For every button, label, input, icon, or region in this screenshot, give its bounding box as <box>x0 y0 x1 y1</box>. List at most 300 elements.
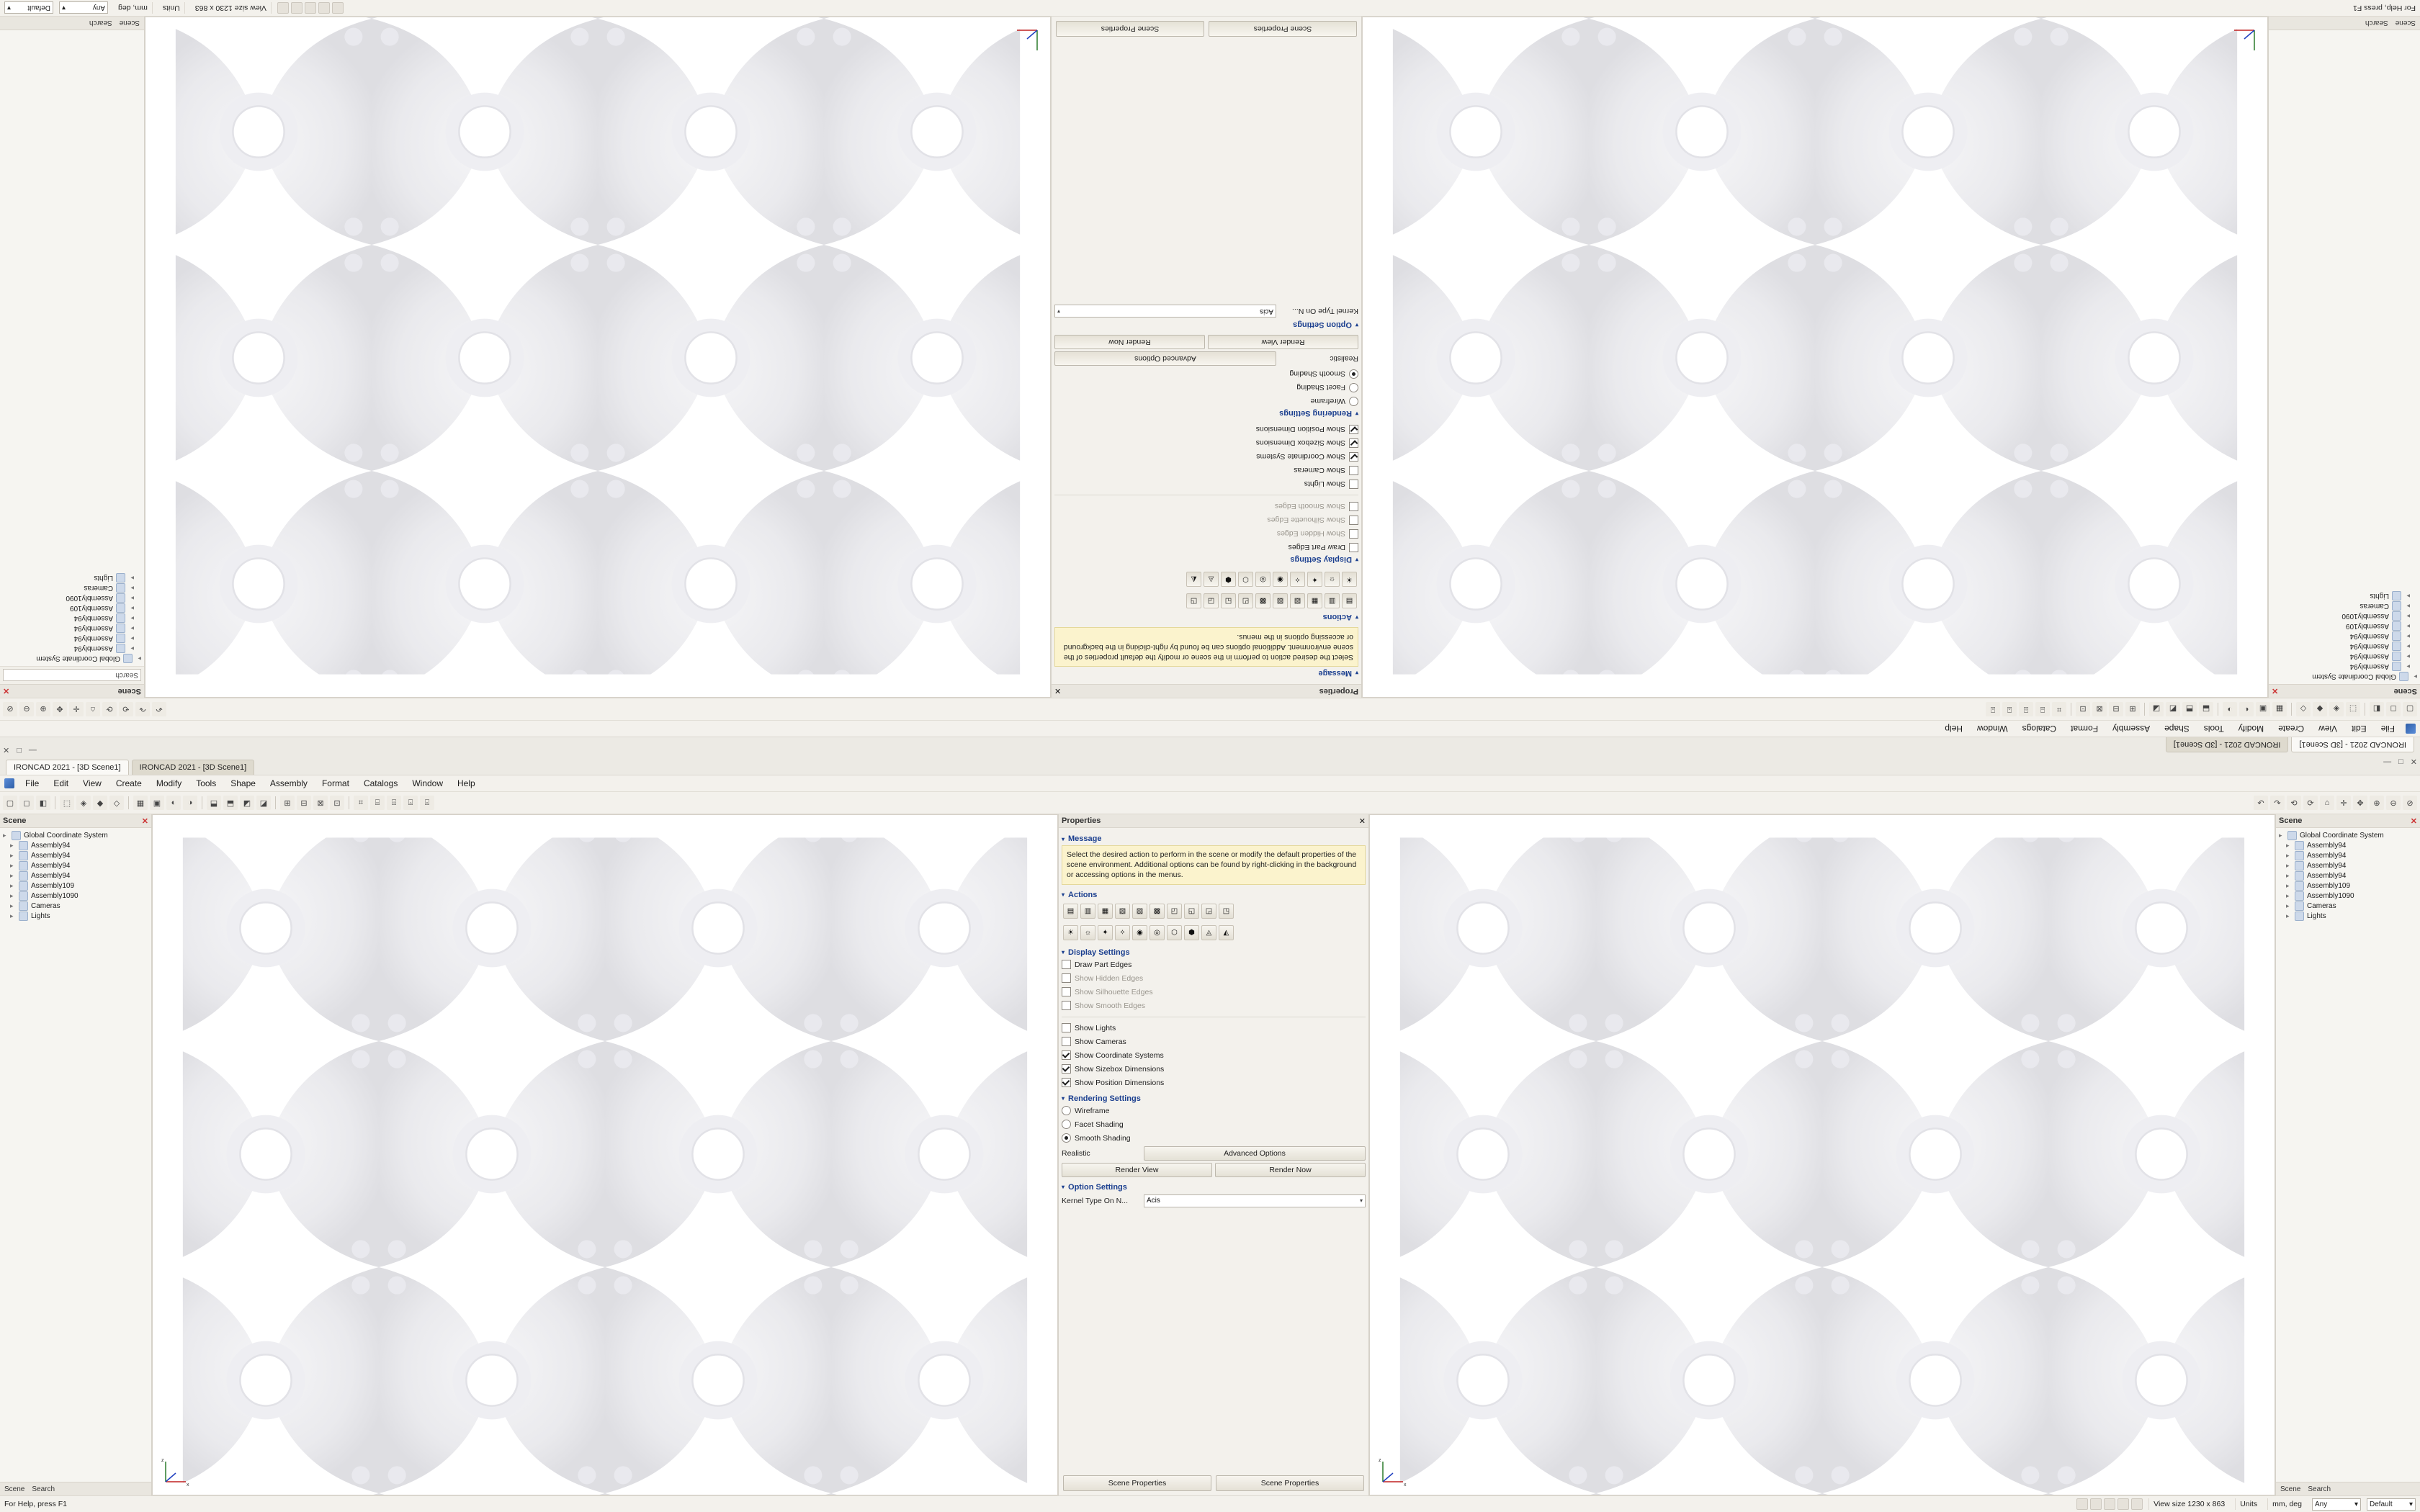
expander-icon[interactable]: ▸ <box>10 912 14 919</box>
search-tab-left[interactable]: Search <box>32 1485 55 1493</box>
document-tab-2[interactable]: IRONCAD 2021 - [3D Scene1] <box>132 760 255 775</box>
rotate-left-icon-mirror[interactable]: ⟲ <box>119 702 133 716</box>
radio-wireframe-m[interactable] <box>1054 395 1358 407</box>
render-view-button[interactable]: Render View <box>1062 1163 1212 1177</box>
zoom-in-icon-mirror[interactable]: ⊕ <box>36 702 50 716</box>
toolbar-icon-15[interactable]: ◪ <box>256 796 271 810</box>
chevron-down-icon[interactable]: ▾ <box>1062 1095 1065 1102</box>
scene-properties-button-1[interactable]: Scene Properties <box>1063 1475 1211 1491</box>
move-icon[interactable]: ✥ <box>2353 796 2367 810</box>
radio-icon[interactable] <box>1349 397 1358 406</box>
menu-item-view-mirror[interactable]: View <box>2318 724 2337 734</box>
expander-icon[interactable]: ▸ <box>2279 831 2282 839</box>
tree-node-assembly-5-m[interactable] <box>2272 621 2417 631</box>
toolbar-icon-13-mirror[interactable]: ⬒ <box>2182 702 2197 716</box>
menu-item-file-mirror[interactable]: File <box>2380 724 2395 734</box>
scene-browser-footer-right[interactable] <box>2276 1482 2420 1495</box>
checkbox-icon[interactable] <box>1349 452 1358 462</box>
toolbar-icon-17-mirror[interactable]: ⊟ <box>2109 702 2123 716</box>
kernel-type-select-mirror[interactable] <box>1054 305 1276 318</box>
maximize-icon-mirror[interactable]: □ <box>17 746 22 755</box>
render-view-button-mirror[interactable]: Render View <box>1208 335 1358 349</box>
toolbar-icon-24-mirror[interactable]: ⌻ <box>1986 702 2000 716</box>
tree-node-assembly-5[interactable] <box>3 881 148 891</box>
menu-item-format[interactable]: Format <box>321 778 349 788</box>
status-icon-group[interactable] <box>2076 1498 2143 1510</box>
expander-icon[interactable]: ▸ <box>138 655 141 663</box>
action-icon-5[interactable]: ▨ <box>1132 904 1147 919</box>
section-header-display-settings-mirror[interactable] <box>1054 555 1358 564</box>
scene-tab-left-mirror[interactable]: Scene <box>2395 19 2416 27</box>
expander-icon[interactable]: ▸ <box>2286 881 2290 889</box>
action-icon-6-m[interactable]: ▩ <box>1255 593 1270 608</box>
menu-item-assembly-mirror[interactable]: Assembly <box>2112 724 2151 734</box>
action-icon-19-m[interactable]: ◬ <box>1204 572 1219 587</box>
toolbar-icon-11-mirror[interactable]: ◑ <box>2223 702 2237 716</box>
checkbox-icon[interactable] <box>1349 543 1358 552</box>
chevron-down-icon[interactable]: ▾ <box>1062 891 1065 899</box>
close-icon[interactable]: ✕ <box>2410 758 2417 767</box>
tree-node-assembly-6-rm[interactable] <box>3 593 141 603</box>
window-controls[interactable] <box>2383 757 2417 767</box>
tree-node-lights-rm[interactable] <box>3 573 141 583</box>
radio-facet-shading[interactable] <box>1062 1119 1366 1130</box>
section-header-rendering-settings[interactable] <box>1062 1094 1366 1103</box>
status-snap-select-mirror[interactable] <box>59 2 108 14</box>
toolbar-icon-22-mirror[interactable]: ⌹ <box>2019 702 2033 716</box>
action-icon-4[interactable]: ▧ <box>1115 904 1130 919</box>
radio-icon[interactable] <box>1062 1120 1071 1129</box>
toolbar-icon-2-mirror[interactable]: ◻ <box>2386 702 2401 716</box>
toolbar-icon-5-mirror[interactable]: ◈ <box>2329 702 2344 716</box>
chevron-down-icon[interactable]: ▾ <box>1062 949 1065 956</box>
status-style-select[interactable] <box>2367 1498 2416 1511</box>
scene-browser-close-icon-left[interactable]: ✕ <box>141 816 148 826</box>
document-tab-strip[interactable] <box>0 756 2420 775</box>
menu-item-help[interactable]: Help <box>457 778 475 788</box>
toolbar-icon-20[interactable]: ⌗ <box>354 796 368 810</box>
section-header-message[interactable] <box>1062 834 1366 843</box>
properties-footer-buttons-mirror[interactable] <box>1054 19 1358 40</box>
expander-icon[interactable]: ▸ <box>130 635 134 643</box>
tree-node-cameras-rm[interactable] <box>3 583 141 593</box>
action-icon-16-m[interactable]: ◎ <box>1255 572 1270 587</box>
status-icon-4-m[interactable] <box>291 2 302 14</box>
zoom-in-icon[interactable]: ⊕ <box>2370 796 2384 810</box>
tree-node-assembly-4-rm[interactable] <box>3 613 141 624</box>
menu-item-file[interactable]: File <box>25 778 40 788</box>
checkbox-show-sizebox-dimensions[interactable] <box>1062 1063 1366 1075</box>
chevron-down-icon[interactable]: ▾ <box>1062 835 1065 842</box>
undo-icon[interactable]: ↶ <box>2254 796 2268 810</box>
expander-icon[interactable]: ▸ <box>2286 891 2290 899</box>
toolbar-icon-10[interactable]: ◐ <box>166 796 181 810</box>
document-tab-2-mirror[interactable]: IRONCAD 2021 - [3D Scene1] <box>2166 737 2289 752</box>
tree-node-lights-m[interactable] <box>2272 591 2417 601</box>
expander-icon[interactable]: ▸ <box>2286 851 2290 859</box>
scene-browser-footer-right-mirror[interactable] <box>0 17 144 30</box>
action-icon-18-m[interactable]: ⬢ <box>1221 572 1236 587</box>
toolbar-icon-8-mirror[interactable]: ▦ <box>2272 702 2287 716</box>
expander-icon[interactable]: ▸ <box>2414 673 2417 681</box>
chevron-down-icon[interactable]: ▾ <box>1057 307 1061 315</box>
expander-icon[interactable]: ▸ <box>10 861 14 869</box>
document-tab-strip-mirror[interactable] <box>0 737 2420 756</box>
action-icon-13-m[interactable]: ✦ <box>1307 572 1322 587</box>
expander-icon[interactable]: ▸ <box>10 851 14 859</box>
toolbar-icon-5[interactable]: ◈ <box>76 796 91 810</box>
radio-wireframe[interactable] <box>1062 1105 1366 1117</box>
action-icon-12-m[interactable]: ☼ <box>1325 572 1340 587</box>
kernel-type-select[interactable] <box>1144 1194 1366 1207</box>
tree-node-global-cs[interactable] <box>3 830 148 840</box>
status-icon-group-mirror[interactable] <box>277 2 344 14</box>
render-buttons-row[interactable] <box>1062 1163 1366 1177</box>
checkbox-icon[interactable] <box>1062 1037 1071 1046</box>
menu-item-window[interactable]: Window <box>412 778 444 788</box>
main-toolbar[interactable] <box>0 792 2420 814</box>
action-icon-17[interactable]: ⬡ <box>1167 925 1182 940</box>
expander-icon[interactable]: ▸ <box>2406 663 2410 671</box>
toolbar-icon-18[interactable]: ⊠ <box>313 796 328 810</box>
checkbox-draw-part-edges[interactable] <box>1062 959 1366 971</box>
expander-icon[interactable]: ▸ <box>2286 841 2290 849</box>
chevron-down-icon[interactable]: ▾ <box>1355 410 1358 417</box>
action-icon-10[interactable]: ◳ <box>1219 904 1234 919</box>
tree-node-assembly-4-r[interactable] <box>2279 870 2417 881</box>
action-icon-2-m[interactable]: ▥ <box>1325 593 1340 608</box>
toolbar-icon-13[interactable]: ⬒ <box>223 796 238 810</box>
section-header-actions[interactable] <box>1062 891 1366 899</box>
tree-node-assembly-5-r[interactable] <box>2279 881 2417 891</box>
scene-browser-footer-left-mirror[interactable] <box>2269 17 2420 30</box>
toolbar-icon-14[interactable]: ◩ <box>240 796 254 810</box>
radio-icon[interactable] <box>1349 369 1358 379</box>
toolbar-icon-4[interactable]: ⬚ <box>60 796 74 810</box>
tree-node-assembly-2-rm[interactable] <box>3 634 141 644</box>
expander-icon[interactable]: ▸ <box>2286 871 2290 879</box>
chevron-down-icon[interactable]: ▾ <box>2354 1500 2358 1508</box>
toolbar-icon-15-mirror[interactable]: ◪ <box>2149 702 2164 716</box>
toolbar-icon-7[interactable]: ◇ <box>109 796 124 810</box>
checkbox-show-coordinate-systems-m[interactable] <box>1054 451 1358 462</box>
action-icon-19[interactable]: ◬ <box>1201 925 1216 940</box>
menu-item-shape[interactable]: Shape <box>230 778 256 788</box>
advanced-options-button-mirror[interactable]: Advanced Options <box>1054 351 1276 366</box>
radio-icon[interactable] <box>1349 383 1358 392</box>
render-now-button[interactable]: Render Now <box>1215 1163 1366 1177</box>
tree-node-assembly-3[interactable] <box>3 860 148 870</box>
chevron-down-icon[interactable]: ▾ <box>62 4 66 12</box>
action-icon-13[interactable]: ✦ <box>1098 925 1113 940</box>
checkbox-icon[interactable] <box>1062 960 1071 969</box>
expander-icon[interactable]: ▸ <box>2406 633 2410 641</box>
section-header-display-settings[interactable] <box>1062 948 1366 957</box>
toolbar-icon-6[interactable]: ◆ <box>93 796 107 810</box>
toolbar-icon-9-mirror[interactable]: ▣ <box>2256 702 2270 716</box>
menu-item-catalogs-mirror[interactable]: Catalogs <box>2022 724 2057 734</box>
action-icon-20[interactable]: ◭ <box>1219 925 1234 940</box>
close-icon-mirror[interactable]: ✕ <box>3 745 10 754</box>
tree-node-assembly-6-r[interactable] <box>2279 891 2417 901</box>
scene-browser-close-icon-left-mirror[interactable]: ✕ <box>2272 686 2279 696</box>
expander-icon[interactable]: ▸ <box>2406 613 2410 621</box>
expander-icon[interactable]: ▸ <box>2286 861 2290 869</box>
home-view-icon[interactable]: ⌂ <box>2320 796 2334 810</box>
expander-icon[interactable]: ▸ <box>130 625 134 633</box>
menu-item-catalogs[interactable]: Catalogs <box>363 778 398 788</box>
expander-icon[interactable]: ▸ <box>10 871 14 879</box>
action-icons-row-2[interactable] <box>1062 923 1366 942</box>
menu-item-format-mirror[interactable]: Format <box>2071 724 2099 734</box>
viewport-right[interactable] <box>1369 814 2275 1495</box>
status-units-value[interactable]: mm, deg <box>2267 1498 2306 1510</box>
toolbar-icon-12[interactable]: ⬓ <box>207 796 221 810</box>
status-snap-select[interactable] <box>2312 1498 2361 1511</box>
toolbar-icon-16[interactable]: ⊞ <box>280 796 295 810</box>
tree-node-cameras-m[interactable] <box>2272 601 2417 611</box>
expander-icon[interactable]: ▸ <box>10 841 14 849</box>
toolbar-icon-10-mirror[interactable]: ◐ <box>2239 702 2254 716</box>
checkbox-icon[interactable] <box>1062 1064 1071 1074</box>
properties-close-icon[interactable]: ✕ <box>1358 816 1366 826</box>
toolbar-icon-6-mirror[interactable]: ◆ <box>2313 702 2327 716</box>
action-icon-1-m[interactable]: ▤ <box>1342 593 1357 608</box>
checkbox-show-position-dimensions[interactable] <box>1062 1077 1366 1089</box>
chevron-down-icon[interactable]: ▾ <box>1062 1184 1065 1191</box>
search-tab-right-mirror[interactable]: Search <box>89 19 112 27</box>
tree-node-assembly-4[interactable] <box>3 870 148 881</box>
action-icon-12[interactable]: ☼ <box>1080 925 1095 940</box>
menu-item-create[interactable]: Create <box>115 778 142 788</box>
tree-node-global-cs-rm[interactable] <box>3 654 141 664</box>
toolbar-icon-8[interactable]: ▦ <box>133 796 148 810</box>
toolbar-icon-16-mirror[interactable]: ⊞ <box>2125 702 2140 716</box>
toolbar-icon-19[interactable]: ⊡ <box>330 796 344 810</box>
toolbar-icon-24[interactable]: ⌻ <box>420 796 434 810</box>
action-icon-15[interactable]: ◉ <box>1132 925 1147 940</box>
status-units-value-mirror[interactable]: mm, deg <box>114 2 153 14</box>
expander-icon[interactable]: ▸ <box>10 881 14 889</box>
toolbar-icon-14-mirror[interactable]: ◩ <box>2166 702 2180 716</box>
chevron-down-icon[interactable]: ▾ <box>7 4 12 12</box>
toolbar-icon-1[interactable]: ▢ <box>3 796 17 810</box>
search-tab-left-mirror[interactable]: Search <box>2365 19 2388 27</box>
checkbox-show-sizebox-dimensions-m[interactable] <box>1054 437 1358 449</box>
status-icon-2-m[interactable] <box>318 2 330 14</box>
rotate-right-icon[interactable]: ⟳ <box>2303 796 2318 810</box>
properties-close-icon-mirror[interactable]: ✕ <box>1054 686 1062 696</box>
tree-node-assembly-3-rm[interactable] <box>3 624 141 634</box>
action-icon-15-m[interactable]: ◉ <box>1273 572 1288 587</box>
status-icon-3-m[interactable] <box>305 2 316 14</box>
menu-item-tools[interactable]: Tools <box>196 778 217 788</box>
render-quality-row[interactable] <box>1062 1146 1366 1161</box>
action-icon-11-m[interactable]: ☀ <box>1342 572 1357 587</box>
action-icon-10-m[interactable]: ◳ <box>1186 593 1201 608</box>
menu-item-shape-mirror[interactable]: Shape <box>2164 724 2190 734</box>
home-view-icon-mirror[interactable]: ⌂ <box>86 702 100 716</box>
scene-search-row-mirror[interactable] <box>0 666 144 684</box>
checkbox-icon[interactable] <box>1062 1078 1071 1087</box>
toolbar-icon-21[interactable]: ⌸ <box>370 796 385 810</box>
action-icon-14[interactable]: ✧ <box>1115 925 1130 940</box>
chevron-down-icon[interactable]: ▾ <box>1355 556 1358 563</box>
checkbox-icon[interactable] <box>1349 425 1358 434</box>
render-buttons-row-mirror[interactable] <box>1054 335 1358 349</box>
tree-node-assembly-6-m[interactable] <box>2272 611 2417 621</box>
action-icon-11[interactable]: ☀ <box>1063 925 1078 940</box>
search-tab-right[interactable]: Search <box>2308 1485 2331 1493</box>
scene-properties-button-1-mirror[interactable]: Scene Properties <box>1209 21 1357 37</box>
advanced-options-button[interactable]: Advanced Options <box>1144 1146 1366 1161</box>
document-tab-1-mirror[interactable]: IRONCAD 2021 - [3D Scene1] <box>2291 737 2414 752</box>
scene-tab-right-mirror[interactable]: Scene <box>119 19 140 27</box>
tree-node-assembly-1-r[interactable] <box>2279 840 2417 850</box>
scene-tab-left[interactable]: Scene <box>4 1485 25 1493</box>
checkbox-draw-part-edges-m[interactable] <box>1054 541 1358 553</box>
viewport-left-mirror[interactable] <box>1362 17 2268 698</box>
pan-icon-mirror[interactable]: ✛ <box>69 702 84 716</box>
action-icon-7-m[interactable]: ◰ <box>1238 593 1253 608</box>
chevron-down-icon[interactable]: ▾ <box>1359 1197 1363 1205</box>
expander-icon[interactable]: ▸ <box>2406 653 2410 661</box>
expander-icon[interactable]: ▸ <box>130 645 134 653</box>
toolbar-icon-12-mirror[interactable]: ⬓ <box>2199 702 2213 716</box>
expander-icon[interactable]: ▸ <box>2406 643 2410 651</box>
expander-icon[interactable]: ▸ <box>130 605 134 613</box>
action-icon-8[interactable]: ◱ <box>1184 904 1199 919</box>
status-icon-3[interactable] <box>2104 1498 2115 1510</box>
toolbar-icon-23-mirror[interactable]: ⌺ <box>2002 702 2017 716</box>
expander-icon[interactable]: ▸ <box>130 575 134 582</box>
tree-node-assembly-2[interactable] <box>3 850 148 860</box>
tree-node-assembly-3-m[interactable] <box>2272 642 2417 652</box>
menu-item-assembly[interactable]: Assembly <box>269 778 308 788</box>
undo-icon-mirror[interactable]: ↶ <box>152 702 166 716</box>
checkbox-show-coordinate-systems[interactable] <box>1062 1050 1366 1061</box>
toolbar-icon-21-mirror[interactable]: ⌸ <box>2035 702 2050 716</box>
document-tab-1[interactable]: IRONCAD 2021 - [3D Scene1] <box>6 760 129 775</box>
status-style-select-mirror[interactable] <box>4 2 53 14</box>
tree-node-assembly-2-r[interactable] <box>2279 850 2417 860</box>
action-icon-7[interactable]: ◰ <box>1167 904 1182 919</box>
checkbox-icon[interactable] <box>1062 1023 1071 1032</box>
menu-item-view[interactable]: View <box>83 778 102 788</box>
section-header-option-settings-mirror[interactable] <box>1054 320 1358 329</box>
action-icon-4-m[interactable]: ▧ <box>1290 593 1305 608</box>
action-icons-row-1[interactable] <box>1062 901 1366 921</box>
action-icon-20-m[interactable]: ◭ <box>1186 572 1201 587</box>
checkbox-icon[interactable] <box>1062 1050 1071 1060</box>
scene-tree-left-mirror[interactable] <box>2269 30 2420 684</box>
expander-icon[interactable]: ▸ <box>2406 603 2410 611</box>
tree-node-global-cs-r[interactable] <box>2279 830 2417 840</box>
redo-icon[interactable]: ↷ <box>2270 796 2285 810</box>
tree-node-assembly-6[interactable] <box>3 891 148 901</box>
menu-item-window-mirror[interactable]: Window <box>1976 724 2008 734</box>
toolbar-icon-17[interactable]: ⊟ <box>297 796 311 810</box>
menu-item-modify-mirror[interactable]: Modify <box>2238 724 2264 734</box>
action-icons-row-1-mirror[interactable] <box>1054 591 1358 611</box>
expander-icon[interactable]: ▸ <box>130 585 134 593</box>
menu-item-modify[interactable]: Modify <box>156 778 182 788</box>
viewport-right-mirror[interactable] <box>145 17 1051 698</box>
expander-icon[interactable]: ▸ <box>10 901 14 909</box>
kernel-type-row-mirror[interactable] <box>1054 304 1358 318</box>
toolbar-icon-20-mirror[interactable]: ⌗ <box>2052 702 2066 716</box>
viewport-left[interactable] <box>152 814 1058 1495</box>
pan-icon[interactable]: ✛ <box>2336 796 2351 810</box>
tree-node-assembly-1-m[interactable] <box>2272 662 2417 672</box>
status-icon-1[interactable] <box>2076 1498 2088 1510</box>
expander-icon[interactable]: ▸ <box>2286 901 2290 909</box>
action-icon-9-m[interactable]: ◲ <box>1204 593 1219 608</box>
toolbar-icon-19-mirror[interactable]: ⊡ <box>2076 702 2090 716</box>
scene-tree-right[interactable] <box>2276 828 2420 1482</box>
checkbox-icon[interactable] <box>1349 466 1358 475</box>
scene-browser-footer-left[interactable] <box>0 1482 151 1495</box>
action-icon-16[interactable]: ◎ <box>1150 925 1165 940</box>
action-icon-9[interactable]: ◲ <box>1201 904 1216 919</box>
chevron-down-icon[interactable]: ▾ <box>1355 613 1358 621</box>
scene-tree-right-mirror[interactable] <box>0 30 144 666</box>
scene-properties-button-2-mirror[interactable]: Scene Properties <box>1056 21 1204 37</box>
toolbar-icon-18-mirror[interactable]: ⊠ <box>2092 702 2107 716</box>
checkbox-icon[interactable] <box>1349 480 1358 489</box>
toolbar-icon-7-mirror[interactable]: ◇ <box>2296 702 2311 716</box>
redo-icon-mirror[interactable]: ↷ <box>135 702 150 716</box>
render-quality-row-mirror[interactable] <box>1054 351 1358 366</box>
status-icon-1-m[interactable] <box>332 2 344 14</box>
section-header-rendering-settings-mirror[interactable] <box>1054 409 1358 418</box>
window-controls-mirror[interactable] <box>3 745 37 755</box>
rotate-right-icon-mirror[interactable]: ⟳ <box>102 702 117 716</box>
expander-icon[interactable]: ▸ <box>2286 912 2290 919</box>
radio-icon[interactable] <box>1062 1106 1071 1115</box>
scene-browser-close-icon-right-mirror[interactable]: ✕ <box>3 686 10 696</box>
menu-item-help-mirror[interactable]: Help <box>1945 724 1963 734</box>
status-icon-5-m[interactable] <box>277 2 289 14</box>
status-icon-4[interactable] <box>2118 1498 2129 1510</box>
search-input-mirror[interactable]: Search <box>3 670 141 682</box>
action-icon-5-m[interactable]: ▨ <box>1273 593 1288 608</box>
section-header-actions-mirror[interactable] <box>1054 613 1358 621</box>
menu-item-tools-mirror[interactable]: Tools <box>2203 724 2224 734</box>
action-icon-2[interactable]: ▥ <box>1080 904 1095 919</box>
menu-item-edit[interactable]: Edit <box>53 778 69 788</box>
zoom-out-icon[interactable]: ⊖ <box>2386 796 2401 810</box>
expander-icon[interactable]: ▸ <box>130 595 134 603</box>
expander-icon[interactable]: ▸ <box>130 615 134 623</box>
tree-node-assembly-3-r[interactable] <box>2279 860 2417 870</box>
chevron-down-icon[interactable]: ▾ <box>1355 321 1358 328</box>
action-icon-18[interactable]: ⬢ <box>1184 925 1199 940</box>
scene-properties-button-2[interactable]: Scene Properties <box>1216 1475 1364 1491</box>
action-icon-3[interactable]: ▦ <box>1098 904 1113 919</box>
status-icon-5[interactable] <box>2131 1498 2143 1510</box>
checkbox-icon[interactable] <box>1349 438 1358 448</box>
zoom-fit-icon-mirror[interactable]: ⊘ <box>3 702 17 716</box>
render-now-button-mirror[interactable]: Render Now <box>1054 335 1205 349</box>
toolbar-icon-9[interactable]: ▣ <box>150 796 164 810</box>
minimize-icon[interactable]: — <box>2383 757 2392 766</box>
expander-icon[interactable]: ▸ <box>2406 593 2410 600</box>
action-icon-17-m[interactable]: ⬡ <box>1238 572 1253 587</box>
tree-node-assembly-1[interactable] <box>3 840 148 850</box>
status-icon-2[interactable] <box>2090 1498 2102 1510</box>
tree-node-cameras[interactable] <box>3 901 148 911</box>
